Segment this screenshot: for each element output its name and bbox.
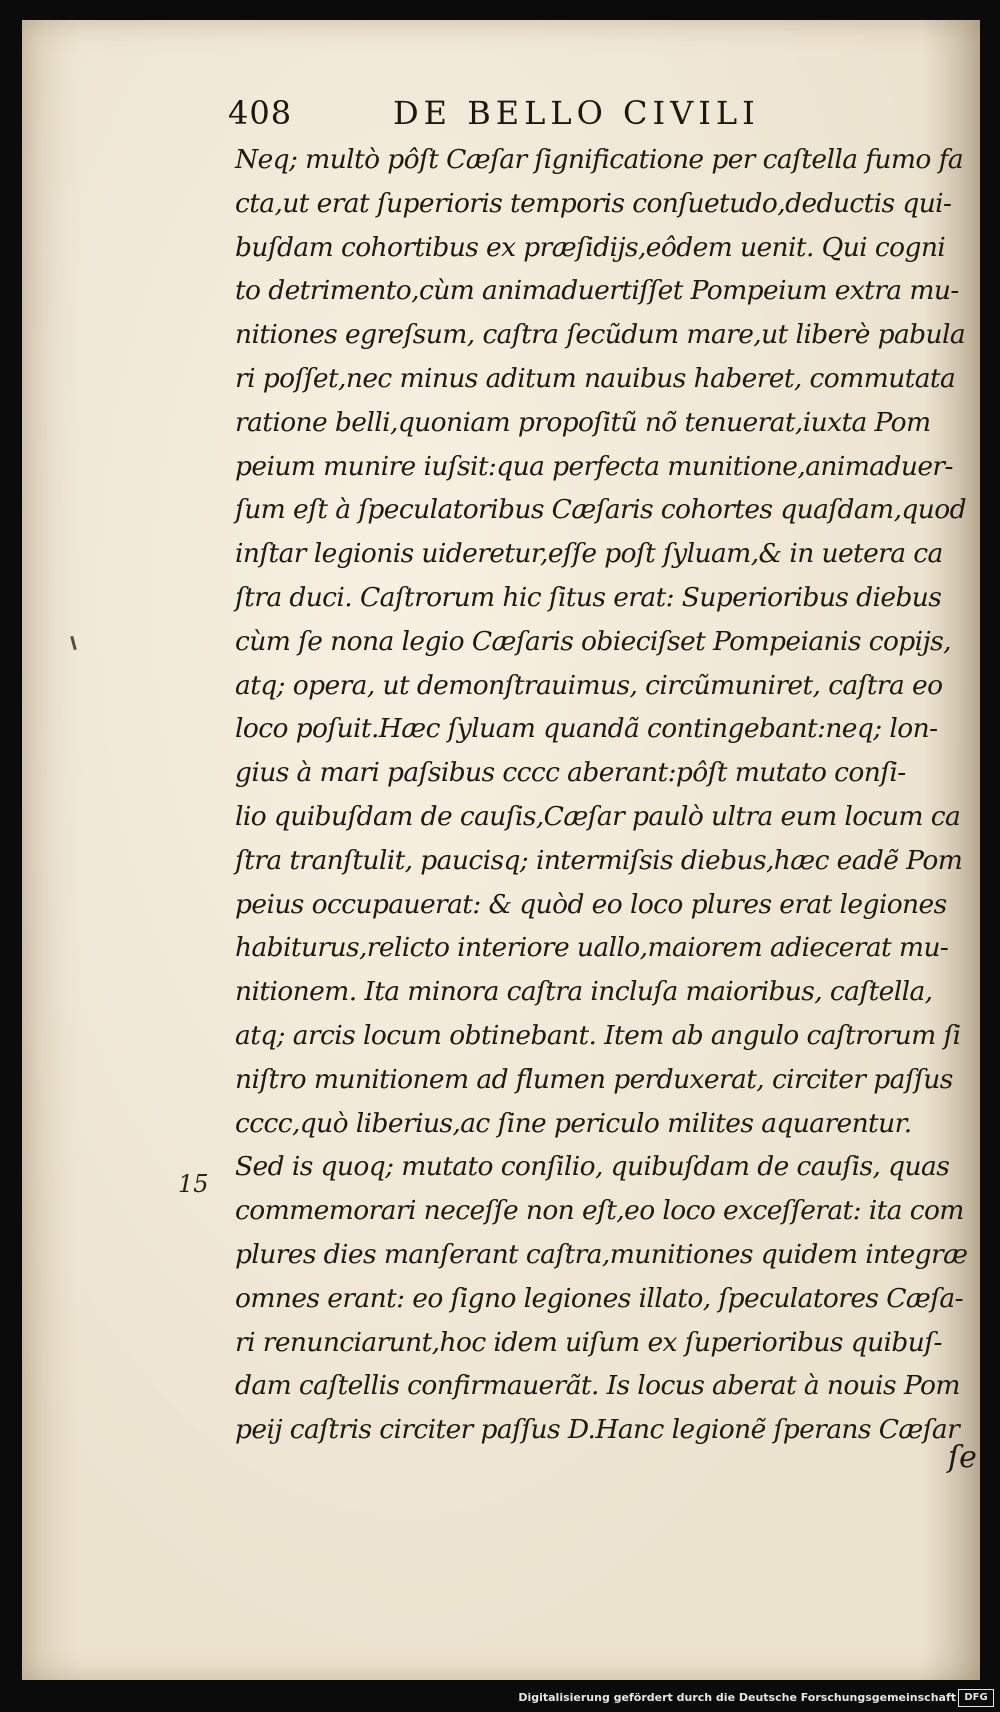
text-line: niſtro munitionem ad flumen perduxerat, circiter paſſus (235, 1063, 953, 1095)
catchword: ſe (948, 1440, 977, 1475)
page-header (210, 72, 810, 142)
text-line: atq; opera, ut demonſtrauimus, circũmuniret, caſtra eo (235, 669, 943, 701)
text-line: atq; arcis locum obtinebant. Item ab angulo caſtrorum ſi (235, 1019, 961, 1051)
running-head: DE BELLO CIVILI (393, 94, 760, 132)
funding-notice: Digitalisierung gefördert durch die Deutsche Forschungsgemeinschaft (518, 1691, 956, 1704)
text-line: ſum eſt à ſpeculatoribus Cæſaris cohortes quaſdam,quod (235, 494, 966, 526)
text-line: ſtra tranſtulit, paucisq; intermiſsis diebus,hæc eadẽ Pom (235, 844, 963, 876)
margin-line-number: 15 (178, 1170, 209, 1198)
text-line: dam caſtellis confirmauerãt. Is locus aberat à nouis Pom (235, 1370, 960, 1402)
text-line: plures dies manſerant caſtra,munitiones quidem integræ (235, 1238, 968, 1270)
digitization-footer (0, 1684, 1000, 1712)
text-line: loco poſuit.Hæc ſyluam quandã contingebant:neq; lon- (235, 713, 938, 745)
text-line: habiturus,relicto interiore uallo,maiorem adiecerat mu- (235, 932, 949, 964)
text-line: peium munire iuſsit:qua perfecta munitione,animaduer- (235, 450, 953, 482)
text-line: nitionem. Ita minora caſtra incluſa maioribus, caſtella, (235, 976, 933, 1008)
text-line: peij caſtris circiter paſſus D.Hanc legionẽ ſperans Cæſar (235, 1414, 960, 1446)
text-line: gius à mari paſsibus cccc aberant:pôſt mutato conſi- (235, 757, 906, 789)
body-text (235, 138, 970, 1452)
text-line: ratione belli,quoniam propoſitũ nõ tenuerat,iuxta Pom (235, 406, 931, 438)
text-line: cùm ſe nona legio Cæſaris obieciſset Pompeianis copijs, (235, 625, 951, 657)
page-number: 408 (228, 94, 293, 132)
text-line: commemorari neceſſe non eſt,eo loco exceſſerat: ita com (235, 1195, 964, 1227)
text-line: nitiones egreſsum, caſtra ſecũdum mare,ut liberè pabula (235, 319, 966, 351)
text-line: peius occupauerat: & quòd eo loco plures erat legiones (235, 888, 947, 920)
text-line: lio quibuſdam de cauſis,Cæſar paulò ultra eum locum ca (235, 800, 961, 832)
text-line: ri poſſet,nec minus aditum nauibus haberet, commutata (235, 362, 956, 394)
text-line: Neq; multò pôſt Cæſar ſignificatione per caſtella fumo fa (235, 144, 964, 175)
text-line: buſdam cohortibus ex præſidijs,eôdem uenit. Qui cogni (235, 231, 946, 263)
dfg-logo-icon: DFG (958, 1689, 994, 1707)
text-line: ri renunciarunt,hoc idem uiſum ex ſuperioribus quibuſ- (235, 1326, 942, 1358)
text-line: omnes erant: eo ſigno legiones illato, ſpeculatores Cæſa- (235, 1282, 963, 1314)
text-line: Sed is quoq; mutato conſilio, quibuſdam de cauſis, quas (235, 1151, 950, 1183)
text-line: cta,ut erat ſuperioris temporis conſuetudo,deductis qui- (235, 187, 952, 219)
text-line: cccc,quò liberius,ac ſine periculo milites aquarentur. (235, 1107, 912, 1139)
text-line: ſtra duci. Caſtrorum hic ſitus erat: Superioribus diebus (235, 581, 942, 613)
text-line: to detrimento,cùm animaduertiſſet Pompeium extra mu- (235, 275, 959, 307)
text-line: inſtar legionis uideretur,eſſe poſt ſyluam,& in uetera ca (235, 538, 943, 570)
